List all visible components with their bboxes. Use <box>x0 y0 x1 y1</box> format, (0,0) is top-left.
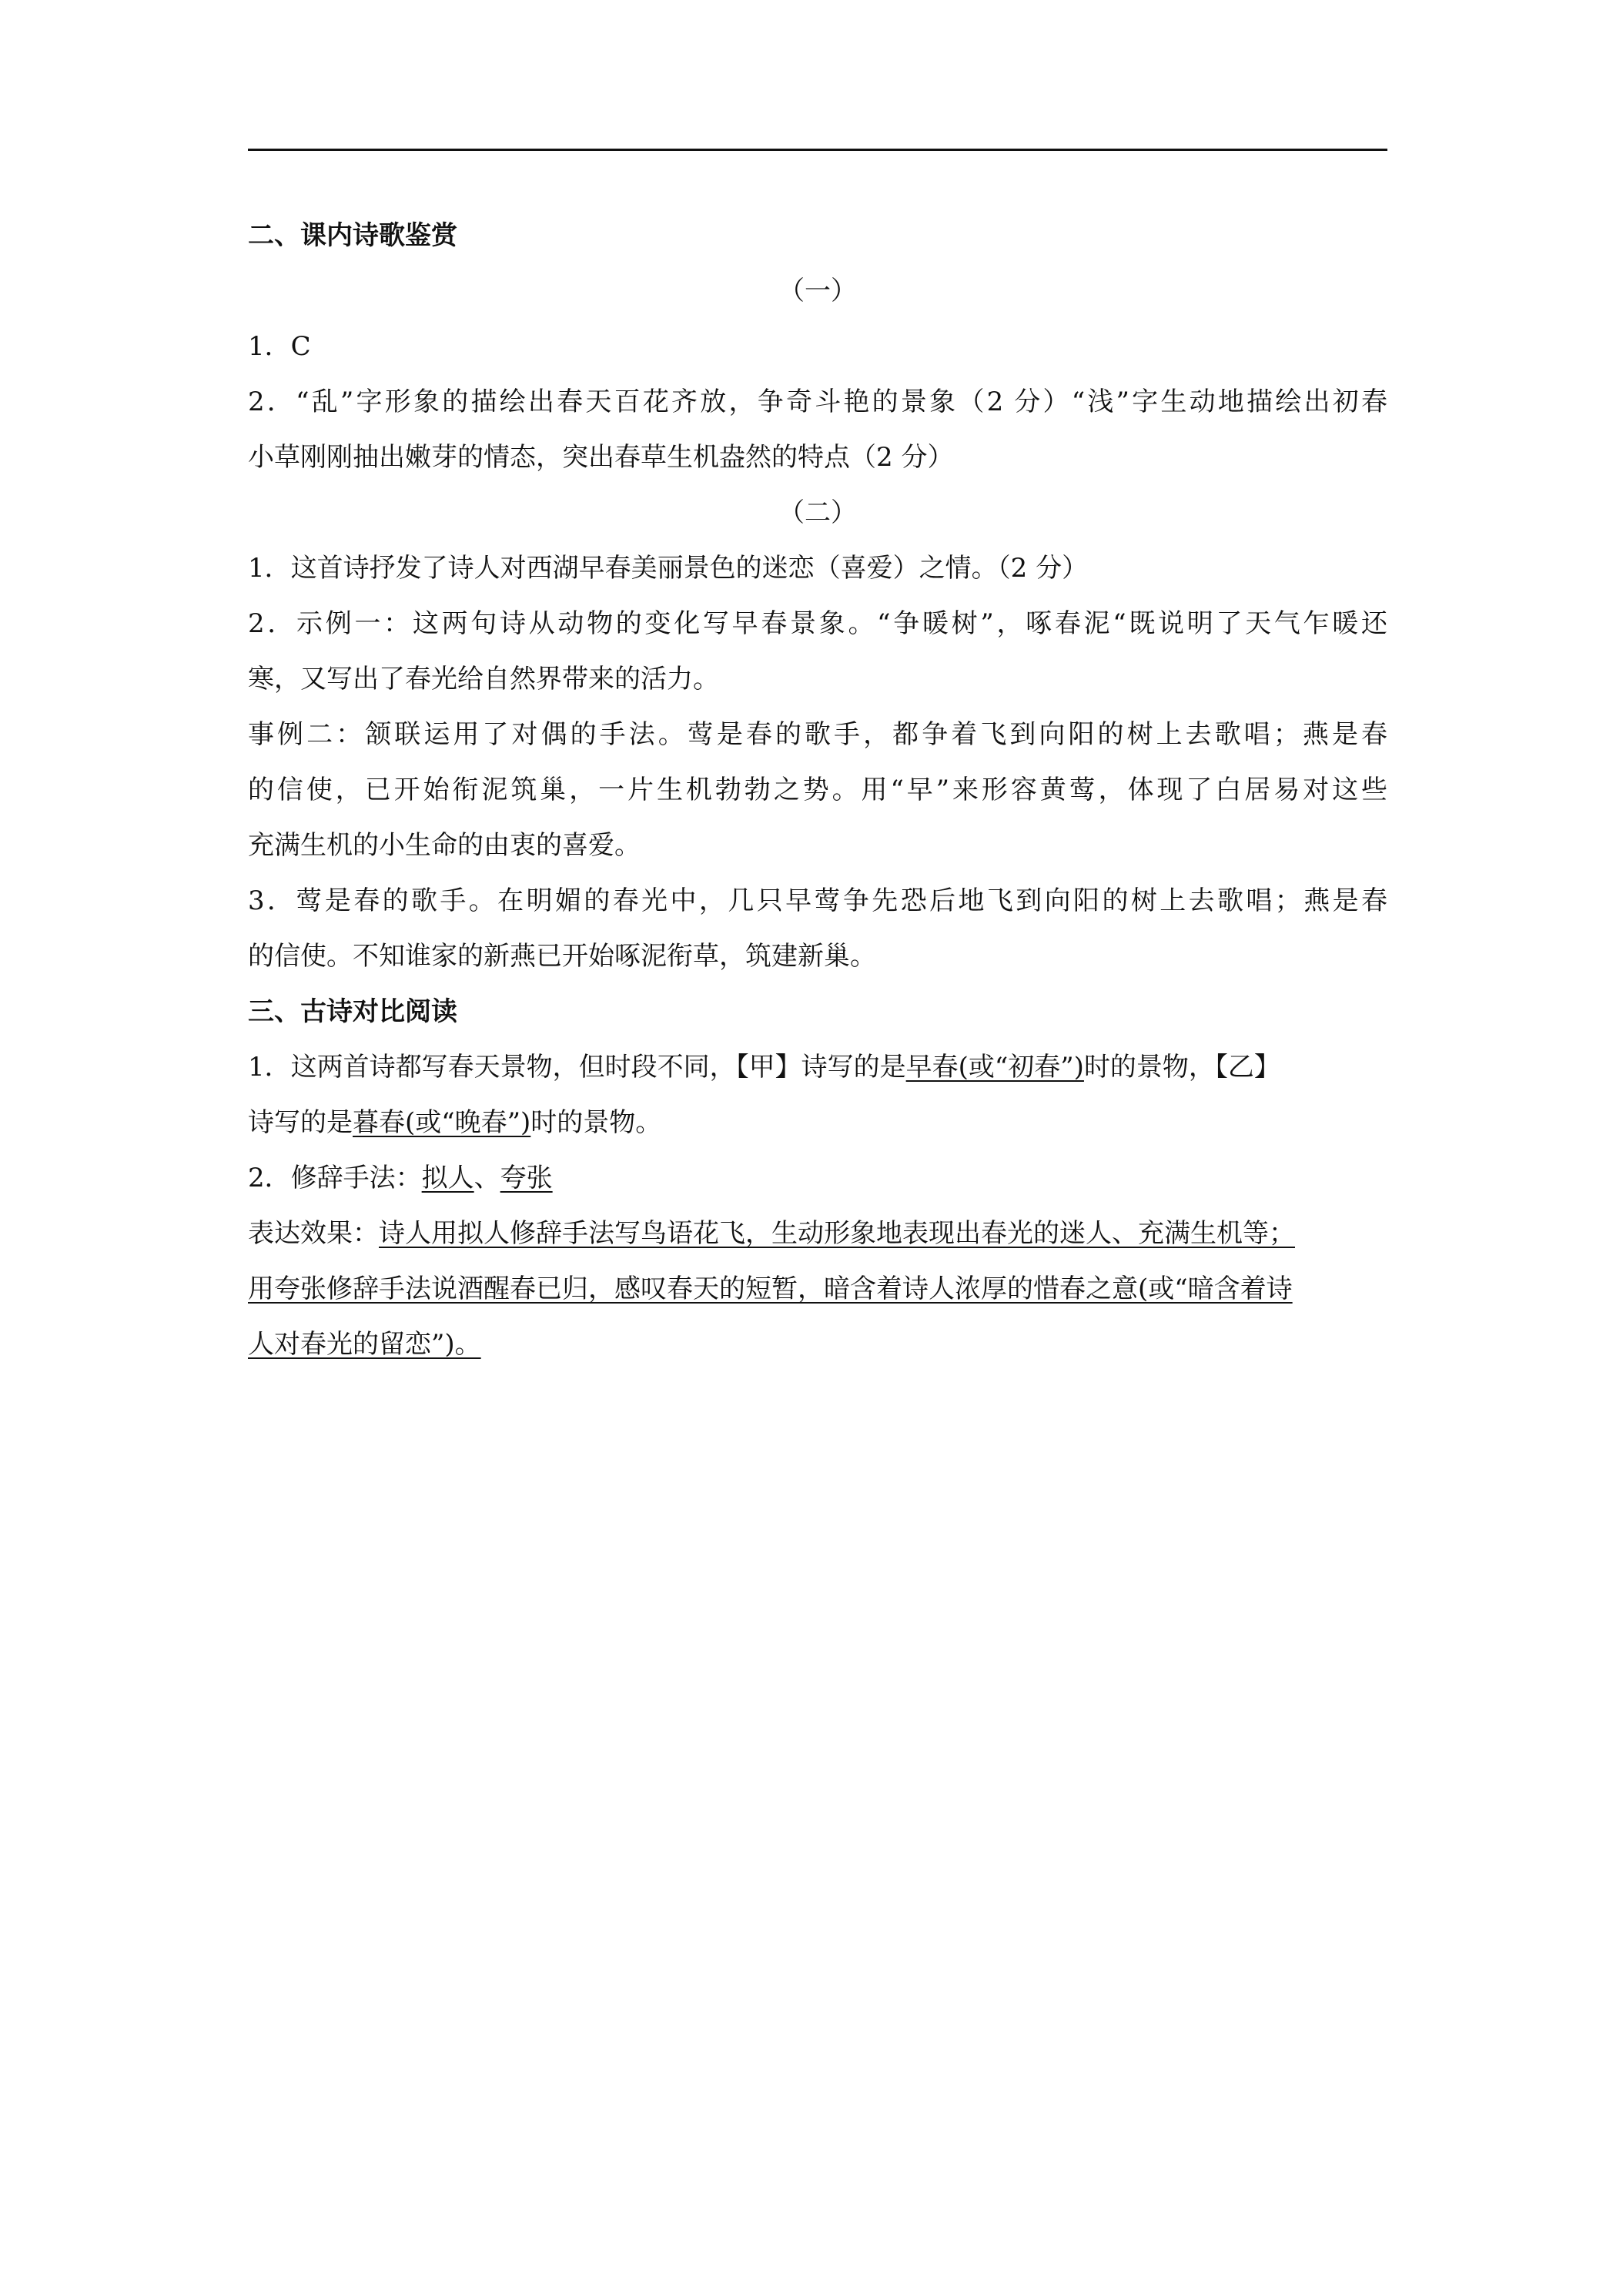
section-3-title: 三、古诗对比阅读 <box>248 996 457 1027</box>
part-2-answer-2-line-1: 2．示例一：这两句诗从动物的变化写早春景象。“争暖树”，啄春泥“既说明了天气乍暖还 <box>248 608 1387 639</box>
rhetoric-hyperbole: 夸张 <box>500 1163 553 1193</box>
part-1-answer-2-line-2: 小草刚刚抽出嫩芽的情态，突出春草生机盎然的特点（2 分） <box>248 442 954 473</box>
effect-text-2: 用夸张修辞手法说酒醒春已归，感叹春天的短暂，暗含着诗人浓厚的惜春之意(或“暗含着诗 <box>248 1274 1293 1304</box>
answer-1-text-c: 诗写的是 <box>248 1107 353 1138</box>
answer-1-text-a: 1．这两首诗都写春天景物，但时段不同，【甲】诗写的是 <box>248 1052 906 1083</box>
part-2-answer-3-line-2: 的信使。不知谁家的新燕已开始啄泥衔草，筑建新巢。 <box>248 941 876 972</box>
rhetoric-label: 2．修辞手法： <box>248 1163 422 1193</box>
part-2-example-2-line-2: 的信使，已开始衔泥筑巢，一片生机勃勃之势。用“早”来形容黄莺，体现了白居易对这些 <box>248 775 1387 805</box>
part-1-answer-2-line-1: 2．“乱”字形象的描绘出春天百花齐放，争奇斗艳的景象（2 分）“浅”字生动地描绘出初春 <box>248 387 1387 417</box>
part-2-answer-2-line-2: 寒，又写出了春光给自然界带来的活力。 <box>248 664 719 694</box>
effect-text-3: 人对春光的留恋”)。 <box>248 1329 481 1360</box>
answer-1-text-b: 时的景物，【乙】 <box>1083 1052 1280 1083</box>
section-3-answer-2 <box>248 1150 1387 1206</box>
part-2-answer-3-line-1: 3．莺是春的歌手。在明媚的春光中，几只早莺争先恐后地飞到向阳的树上去歌唱；燕是春 <box>248 885 1387 916</box>
part-2-answer-1: 1．这首诗抒发了诗人对西湖早春美丽景色的迷恋（喜爱）之情。（2 分） <box>248 553 1089 584</box>
answer-1-underlined-early-spring: 早春(或“初春”) <box>905 1052 1084 1083</box>
section-3-answer-1-line-2 <box>248 1095 1387 1150</box>
rhetoric-personification: 拟人 <box>421 1163 474 1193</box>
answer-document <box>248 208 1387 1372</box>
effect-line-3 <box>248 1317 1387 1372</box>
answer-1-text-d: 时的景物。 <box>530 1107 662 1138</box>
effect-line-1 <box>248 1206 1387 1261</box>
part-1-label: （一） <box>778 276 857 306</box>
part-2-label: （二） <box>778 497 857 528</box>
part-1-answer-1: 1．C <box>248 331 311 362</box>
section-2-title: 二、课内诗歌鉴赏 <box>248 220 457 251</box>
part-2-example-2-line-3: 充满生机的小生命的由衷的喜爱。 <box>248 830 641 861</box>
section-3-answer-1-line-1 <box>248 1039 1387 1095</box>
part-2-example-2-line-1: 事例二：颔联运用了对偶的手法。莺是春的歌手，都争着飞到向阳的树上去歌唱；燕是春 <box>248 719 1387 750</box>
top-rule <box>248 149 1387 151</box>
effect-label: 表达效果： <box>248 1218 379 1249</box>
effect-line-2 <box>248 1261 1387 1317</box>
rhetoric-separator: 、 <box>474 1163 500 1193</box>
answer-1-underlined-late-spring: 暮春(或“晚春”) <box>353 1107 531 1138</box>
effect-text-1: 诗人用拟人修辞手法写鸟语花飞，生动形象地表现出春光的迷人、充满生机等； <box>379 1218 1295 1249</box>
